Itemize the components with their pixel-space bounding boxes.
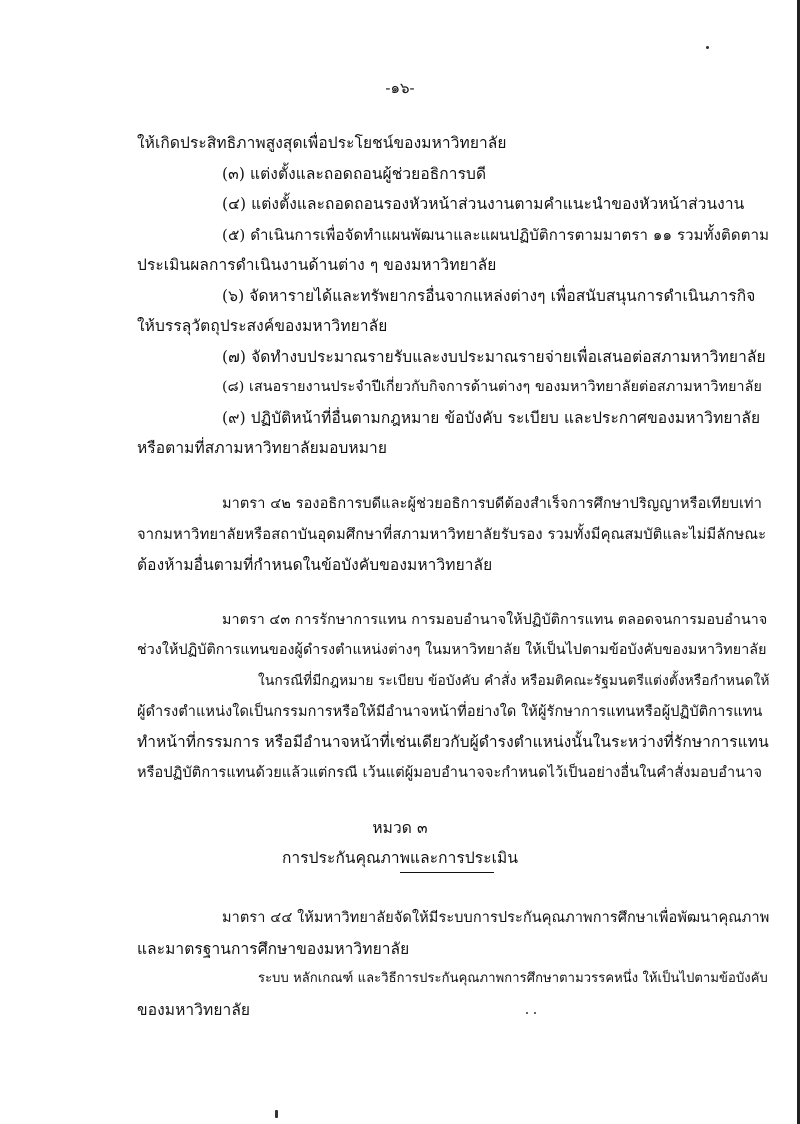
text-line: (๙) ปฏิบัติหน้าที่อื่นตามกฎหมาย ข้อบังคับ ระเบียบ และประกาศของมหาวิทยาลัย <box>222 409 761 427</box>
text-line: (๔) แต่งตั้งและถอดถอนรองหัวหน้าส่วนงานตามคำแนะนำของหัวหน้าส่วนงาน <box>222 195 745 213</box>
chapter-title: การประกันคุณภาพและการประเมิน <box>281 849 519 867</box>
text-line: มาตรา ๔๒ รองอธิการบดีและผู้ช่วยอธิการบดีต้องสำเร็จการศึกษาปริญญาหรือเทียบเท่า <box>222 496 762 512</box>
scan-speck <box>275 1110 278 1118</box>
text-line: มาตรา ๔๔ ให้มหาวิทยาลัยจัดให้มีระบบการประกันคุณภาพการศึกษาเพื่อพัฒนาคุณภาพ <box>222 910 770 926</box>
text-line: ในกรณีที่มีกฎหมาย ระเบียบ ข้อบังคับ คำสั่ง หรือมติคณะรัฐมนตรีแต่งตั้งหรือกำหนดให้ <box>258 673 770 689</box>
text-line: ประเมินผลการดำเนินงานด้านต่าง ๆ ของมหาวิทยาลัย <box>137 256 497 274</box>
text-line: หรือตามที่สภามหาวิทยาลัยมอบหมาย <box>137 439 388 457</box>
text-line: ผู้ดำรงตำแหน่งใดเป็นกรรมการหรือให้มีอำนาจหน้าที่อย่างใด ให้ผู้รักษาการแทนหรือผู้ปฏิบัติการแทน <box>137 704 763 720</box>
text-line: มาตรา ๔๓ การรักษาการแทน การมอบอำนาจให้ปฏิบัติการแทน ตลอดจนการมอบอำนาจ <box>222 612 768 628</box>
text-line: หรือปฏิบัติการแทนด้วยแล้วแต่กรณี เว้นแต่ผู้มอบอำนาจจะกำหนดไว้เป็นอย่างอื่นในคำสั่งมอบอำนาจ <box>137 765 763 781</box>
scan-speck <box>526 1012 528 1014</box>
page-number: -๑๖- <box>385 79 415 97</box>
text-line: ช่วงให้ปฏิบัติการแทนของผู้ดำรงตำแหน่งต่างๆ ในมหาวิทยาลัย ให้เป็นไปตามข้อบังคับของมหาวิทยาลัย <box>137 642 767 658</box>
text-line: จากมหาวิทยาลัยหรือสถาบันอุดมศึกษาที่สภามหาวิทยาลัยรับรอง รวมทั้งมีคุณสมบัติและไม่มีลักษณะ <box>137 526 767 543</box>
scan-speck <box>706 46 709 49</box>
text-line: (๗) จัดทำงบประมาณรายรับและงบประมาณรายจ่ายเพื่อเสนอต่อสภามหาวิทยาลัย <box>222 348 766 366</box>
text-line: (๕) ดำเนินการเพื่อจัดทำแผนพัฒนาและแผนปฏิบัติการตามมาตรา ๑๑ รวมทั้งติดตาม <box>222 226 770 244</box>
text-line: (๖) จัดหารายได้และทรัพยากรอื่นจากแหล่งต่างๆ เพื่อสนับสนุนการดำเนินภารกิจ <box>222 287 756 305</box>
text-line: (๘) เสนอรายงานประจำปีเกี่ยวกับกิจการด้านต่างๆ ของมหาวิทยาลัยต่อสภามหาวิทยาลัย <box>222 379 762 395</box>
text-line: ระบบ หลักเกณฑ์ และวิธีการประกันคุณภาพการศึกษาตามวรรคหนึ่ง ให้เป็นไปตามข้อบังคับ <box>258 971 768 986</box>
text-line: ทำหน้าที่กรรมการ หรือมีอำนาจหน้าที่เช่นเดียวกับผู้ดำรงตำแหน่งนั้นในระหว่างที่รักษาการแทน <box>137 733 769 751</box>
text-line: และมาตรฐานการศึกษาของมหาวิทยาลัย <box>137 940 410 958</box>
text-line: ของมหาวิทยาลัย <box>137 1001 251 1019</box>
text-line: (๓) แต่งตั้งและถอดถอนผู้ช่วยอธิการบดี <box>222 165 487 183</box>
text-line: ต้องห้ามอื่นตามที่กำหนดในข้อบังคับของมหาวิทยาลัย <box>137 556 493 574</box>
chapter-divider <box>400 872 494 873</box>
scan-speck <box>534 1012 536 1014</box>
chapter-number: หมวด ๓ <box>372 819 428 837</box>
text-line: ให้บรรลุวัตถุประสงค์ของมหาวิทยาลัย <box>137 317 388 335</box>
text-line: ให้เกิดประสิทธิภาพสูงสุดเพื่อประโยชน์ของมหาวิทยาลัย <box>137 134 507 152</box>
